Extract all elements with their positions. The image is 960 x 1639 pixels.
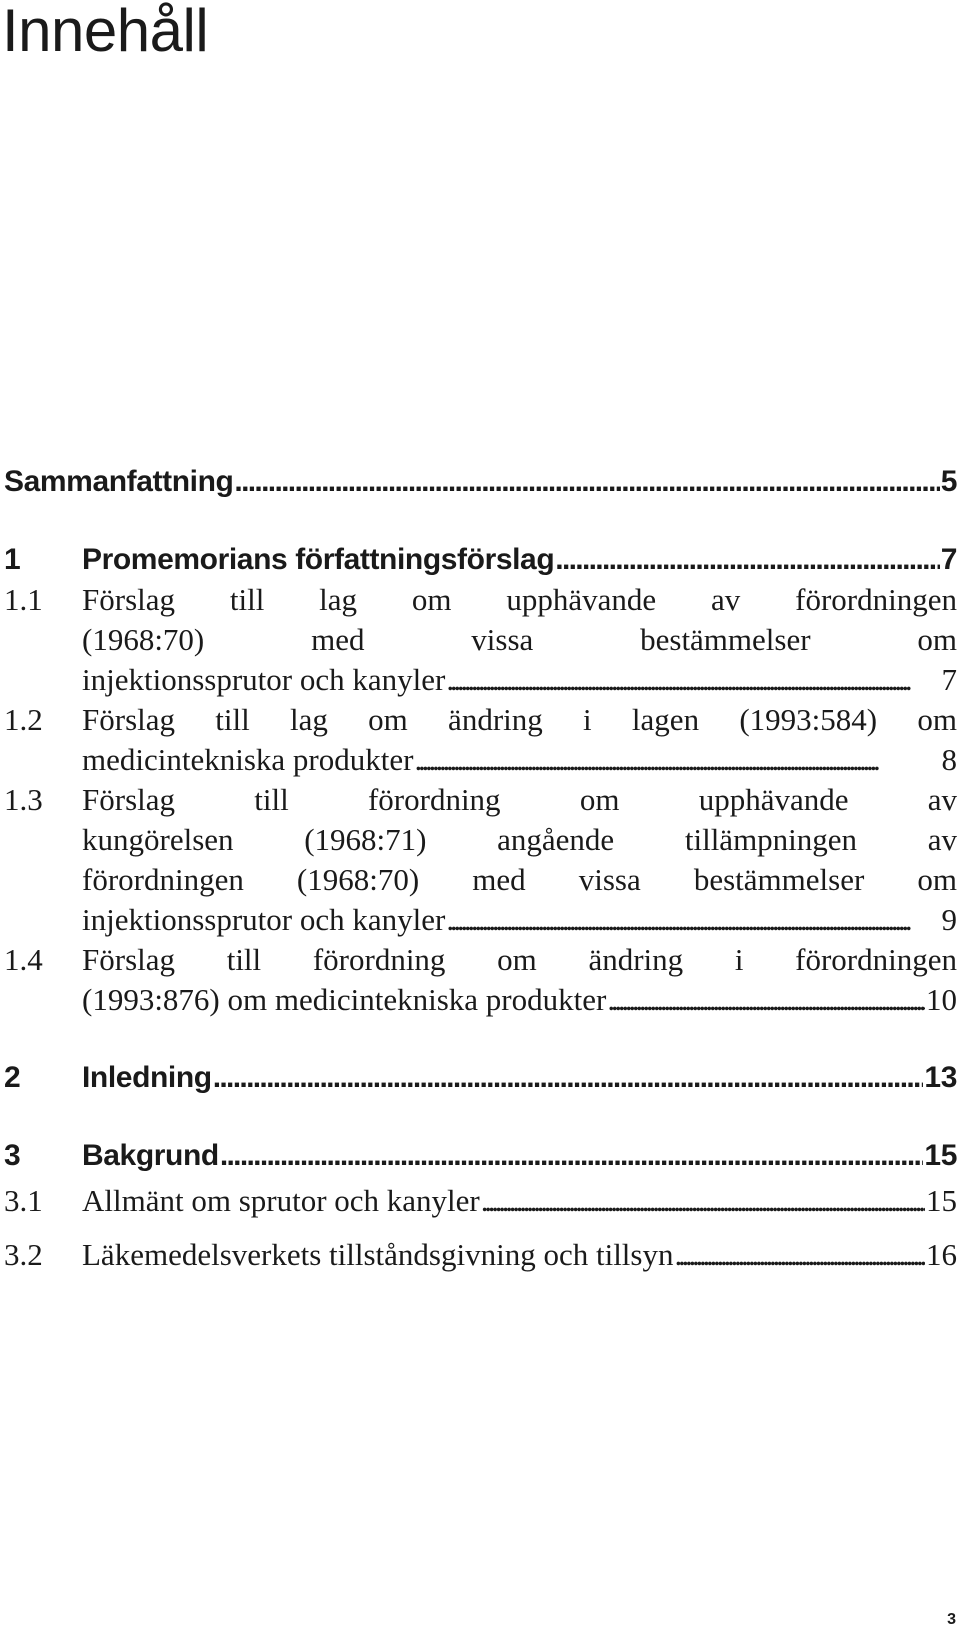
page-heading: Innehåll [2, 0, 209, 64]
toc-entry-title: injektionssprutor och kanyler [82, 662, 446, 697]
toc-entry-title: Allmänt om sprutor och kanyler [82, 1183, 480, 1218]
toc-entry-1-1[interactable] [4, 580, 957, 700]
toc-page-number: 9 [941, 902, 957, 937]
toc-entry-number: 3.1 [4, 1183, 43, 1218]
toc-page-number: 7 [940, 543, 957, 576]
toc-entry-title: Bakgrund [82, 1139, 219, 1172]
dot-leader [213, 1058, 924, 1098]
toc-entry-3-1[interactable] [4, 1181, 957, 1221]
dot-leader [555, 540, 939, 580]
toc-entry-1-4[interactable] [4, 940, 957, 1020]
dot-leader [220, 1136, 924, 1176]
toc-entry-number: 3 [4, 1139, 21, 1172]
toc-entry-1-2[interactable] [4, 700, 957, 780]
toc-entry-3[interactable] [4, 1136, 957, 1176]
toc-entry-2[interactable] [4, 1058, 957, 1098]
toc-entry-title: (1993:876) om medicintekniska produkter [82, 982, 607, 1017]
dot-leader [414, 740, 940, 780]
toc-page-number: 7 [941, 662, 957, 697]
toc-entry-title-line: Förslag till lag om upphävande av förordningen [82, 582, 957, 617]
toc-page-number: 15 [926, 1183, 957, 1218]
toc-entry-number: 1 [4, 543, 21, 576]
dot-leader [446, 900, 940, 940]
page-number: 3 [947, 1611, 956, 1628]
toc-entry-title: Inledning [82, 1061, 212, 1094]
toc-entry-number: 1.4 [4, 942, 43, 977]
toc-page-number: 16 [926, 1237, 957, 1272]
toc-page-number: 10 [926, 982, 957, 1017]
toc-entry-title: medicintekniska produkter [82, 742, 414, 777]
toc-entry-title-line: (1968:70) med vissa bestämmelser om [82, 622, 957, 657]
toc-entry-3-2[interactable] [4, 1235, 957, 1275]
toc-entry-1-3[interactable] [4, 780, 957, 940]
toc-entry-title: injektionssprutor och kanyler [82, 902, 446, 937]
toc-page-number: 5 [940, 465, 957, 498]
dot-leader [607, 980, 925, 1020]
dot-leader [234, 462, 939, 502]
toc-entry-number: 1.3 [4, 782, 43, 817]
toc-entry-sammanfattning[interactable] [4, 462, 957, 502]
dot-leader [446, 660, 940, 700]
toc-entry-number: 3.2 [4, 1237, 43, 1272]
toc-entry-number: 1.2 [4, 702, 43, 737]
table-of-contents [4, 462, 957, 1275]
toc-entry-title: Sammanfattning [4, 465, 234, 498]
toc-entry-title-line: Förslag till förordning om ändring i förordningen [82, 942, 957, 977]
toc-entry-1[interactable] [4, 540, 957, 580]
toc-entry-title-line: Förslag till förordning om upphävande av [82, 782, 957, 817]
toc-entry-title-line: förordningen (1968:70) med vissa bestämmelser om [82, 862, 957, 897]
toc-entry-number: 2 [4, 1061, 21, 1094]
toc-entry-number: 1.1 [4, 582, 43, 617]
dot-leader [674, 1235, 925, 1275]
toc-entry-title: Promemorians författningsförslag [82, 543, 555, 576]
toc-page-number: 13 [924, 1061, 957, 1094]
toc-entry-title: Läkemedelsverkets tillståndsgivning och tillsyn [82, 1237, 674, 1272]
toc-entry-title-line: kungörelsen (1968:71) angående tillämpningen av [82, 822, 957, 857]
dot-leader [481, 1181, 925, 1221]
toc-entry-title-line: Förslag till lag om ändring i lagen (1993:584) om [82, 702, 957, 737]
toc-page-number: 8 [941, 742, 957, 777]
toc-page-number: 15 [924, 1139, 957, 1172]
